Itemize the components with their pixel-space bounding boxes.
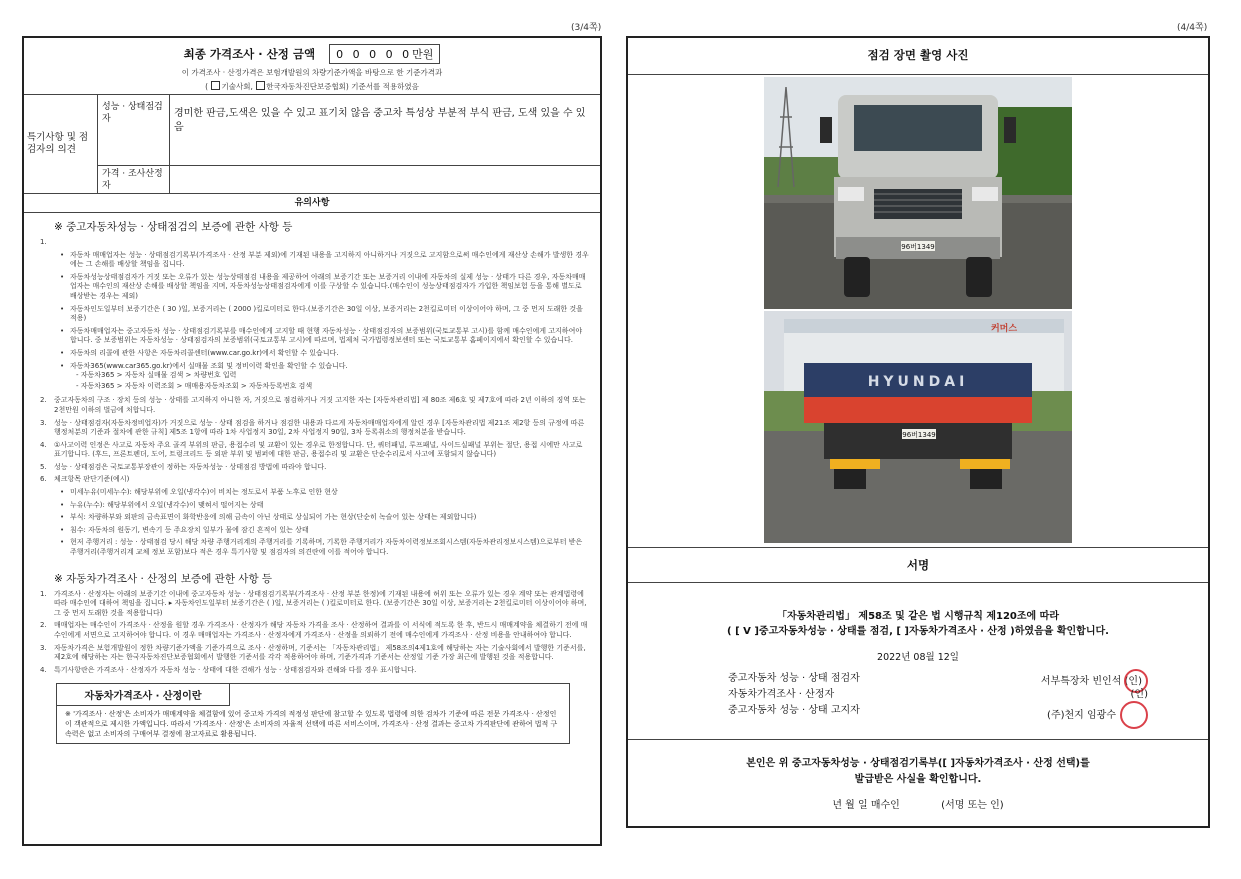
price-assessor-opinion[interactable] <box>170 166 600 193</box>
buyer-confirmation <box>628 740 1208 811</box>
opinion-table <box>24 95 600 194</box>
signature-row <box>728 685 1148 700</box>
left-page-number: (3/4쪽) <box>571 23 602 33</box>
rear-plate-text: 96버1349 <box>902 431 936 439</box>
opinion-label: 특기사항 및 점검자의 의견 <box>24 95 98 193</box>
list-item: 3. 자동차가격은 보험개발원이 정한 차량기준가액을 기준가격으로 조사 · 산정하며, 기준서는 「자동차관리법」 제58조의4제1호에 해당하는 자는 기술사회에서 발행한 기준서를, 제2호에 해당하는 자는 한국자동차진단보증협회에서 발행한 기준서를 각각 적용하여야 하며, 기준가격과 기준서는 산정일 기준 가장 최근에 발행된 것을 적용합니다. <box>40 643 586 662</box>
buyer-line-2: 발급받은 사실을 확인합니다. <box>854 774 982 785</box>
definition-text: ※ '가격조사 · 산정'은 소비자가 매매계약을 체결함에 있어 중고차 가격의 적정성 판단에 참고할 수 있도록 법령에 의한 검차가 기준에 따른 전문 가격조사 · 산정인이 객관적으로 제시한 가액입니다. 따라서 '가격조사 · 산정'은 소비자의 자율적 선택에 따른 서비스이며, 가격조사 · 산정 결과는 중고차 가격판단에 관하여 법적 구속력은 없고 소비자의 구매여부 결정에 참고자료로 활용됩니다. <box>65 710 558 739</box>
company-seal-icon <box>1120 701 1148 729</box>
definition-box <box>56 683 570 744</box>
signer-name: (주)천지 임광수 <box>1047 710 1116 721</box>
notice-title: 유의사항 <box>24 194 600 213</box>
building-sign: 커머스 <box>990 324 1018 334</box>
photo-section-title: 점검 장면 촬영 사진 <box>628 38 1208 75</box>
final-price-header: 최종 가격조사 · 산정 금액 0 0 0 0 0만원 이 가격조사 · 산정가격은 보험개발원의 차량기준가액을 바탕으로 한 기준가격과 ( 기술사회, 한국자동차진단보증협회) 기준서를 적용하였음 <box>24 38 600 95</box>
section2-title: ※ 자동차가격조사 · 산정의 보증에 관한 사항 등 <box>54 572 273 585</box>
left-page <box>22 36 602 846</box>
list-item: • 자동차인도일부터 보증기간은 ( 30 )일, 보증거리는 ( 2000 )킬로미터로 한다.(보증기간은 30일 이상, 보증거리는 2천킬로미터 이상이어야 하며, 그 중 먼저 도래한 것을 적용) <box>40 305 590 324</box>
list-item: 6. 체크항목 판단기준(예시) <box>40 475 130 484</box>
list-item: 1. 가격조사 · 산정자는 아래의 보증기간 이내에 중고자동차 성능 · 상태점검기록부(가격조사 · 산정 부분 한정)에 기재된 내용에 허위 또는 오류가 있는 경우 계약 또는 관계법령에 따라 매수인에 대하여 책임을 집니다. ▸ 자동차인도일부터 보증기간은 ( )일, 보증거리는 ( )킬로미터로 한다. (보증기간은 30일 이상, 보증거리는 2천킬로미터 이상이어야 하며, 그 중 먼저 도래한 것을 적용합니다) <box>40 589 587 617</box>
signature-block <box>628 583 1208 740</box>
list-item: • 자동차 매매업자는 성능 · 상태점검기록부(가격조사 · 산정 부분 제외)에 기재된 내용을 고지하지 아니하거나 거짓으로 고지함으로써 매수인에게 재산상 손해가 발생한 경우에는 그 손해를 배상할 책임을 집니다. <box>40 251 590 270</box>
final-price-title: 최종 가격조사 · 산정 금액 <box>183 47 316 61</box>
buyer-line-1: 본인은 위 중고자동차성능 · 상태점검기록부([ ]자동차가격조사 · 산정 선택)를 <box>746 758 1090 769</box>
list-item: • 자동차매매업자는 중고자동차 성능 · 상태점검기록부를 매수인에게 고지할 때 현행 자동차성능 · 상태점검자의 보증범위(국토교통부 고시)를 함께 매수인에게 고지하여야 합니다. 중 보증범위는 자동차성능 · 상태점검자의 보증범위(국토교통부 고시)에 따르며, 법제처 국가법령정보센터 또는 국토교통부 홈페이지에서 확인할 수 있습니다. <box>40 327 590 346</box>
signer-name: (인) <box>1130 689 1148 700</box>
section1-title: ※ 중고자동차성능 · 상태점검의 보증에 관한 사항 등 <box>54 221 293 233</box>
signer-role: 중고자동차 성능 · 상태 고지자 <box>728 705 860 716</box>
signature-date: 2022년 08월 12일 <box>877 652 959 663</box>
section1-list <box>24 238 600 558</box>
right-page <box>626 36 1210 828</box>
statement-line-1: 「자동차관리법」 제58조 및 같은 법 시행규칙 제120조에 따라 <box>776 611 1060 622</box>
list-item: • 현저 주행거리 : 성능 · 상태점검 당시 해당 차량 주행거리계의 주행거리를 기록하며, 기록한 주행거리가 자동차이력정보조회시스템(자동차관리정보시스템)으로부터 받은 주행거리(주행거리계 교체 정보 포함)보다 적은 경우 특기사항 및 점검자의 의견란에 이를 적어야 합니다. <box>40 538 590 557</box>
final-price-sub2b: 한국자동차진단보증협회) 기준서를 적용하였음 <box>266 82 419 91</box>
performance-inspector-label: 성능 · 상태점검자 <box>98 95 170 165</box>
list-item: 4. 특기사항란은 가격조사 · 산정자가 자동차 성능 · 상태에 대한 견해가 성능 · 상태점검자와 견해와 다를 경우 표시합니다. <box>40 665 417 674</box>
list-item: 2. 매매업자는 매수인이 가격조사 · 산정을 원할 경우 가격조사 · 산정자가 해당 자동차 가격을 조사 · 산정하여 결과를 이 서식에 적도록 한 후, 반드시 매매계약을 체결하기 전에 매수인에게 서면으로 고지하여야 합니다. 이 경우 매매업자는 가격조사 · 산정자에게 가격조사 · 산정을 의뢰하기 전에 매수인에게 가격조사 · 산정 비용을 안내하여야 합니다. <box>40 621 588 639</box>
list-item: 3. 성능 · 상태점검자(자동차정비업자)가 거짓으로 성능 · 상태 점검을 하거나 점검한 내용과 다르게 자동차매매업자에게 알린 경우 [자동차관리법 제21조 제2항 등의 규정에 따른 행정처분의 기준과 절차에 관한 규칙] 제5조 1항에 따라 1차 사업정지 30일, 2차 사업정지 90일, 3차 등록취소의 행정처분을 받습니다. <box>40 418 585 437</box>
list-subitem: - 자동차365 > 자동차 실매물 검색 > 차량번호 입력 <box>76 371 237 380</box>
final-price-unit: 만원 <box>412 48 434 61</box>
checkbox-technician[interactable] <box>211 81 220 90</box>
list-item: • 침수: 자동차의 원동기, 변속기 등 주요장치 일부가 물에 잠긴 흔적이 있는 상태 <box>40 526 590 536</box>
list-item: • 자동차의 리콜에 관한 사항은 자동차리콜센터(www.car.go.kr)에서 확인할 수 있습니다. <box>40 349 590 359</box>
list-item: 4. ①사고이력 인정은 사고로 자동차 주요 골격 부위의 판금, 용접수리 및 교환이 있는 경우로 한정합니다. 단, 쿼터패널, 루프패널, 사이드실패널 부위는 절단, 용접 시에만 사고로 표기합니다. (후드, 프론트펜더, 도어, 트렁크리드 등 외판 부위 및 범퍼에 대한 판금, 용접수리 및 교환은 단순수리로서 사고에 포함되지 않습니다) <box>40 440 583 459</box>
list-subitem: - 자동차365 > 자동차 이력조회 > 매매용자동차조회 > 자동차등록번호 검색 <box>76 381 313 390</box>
signer-role: 중고자동차 성능 · 상태 점검자 <box>728 673 860 684</box>
buyer-signature-field[interactable]: (서명 또는 인) <box>941 800 1004 811</box>
statement-line-2: ( [ V ]중고자동차성능 · 상태를 점검, [ ]자동차가격조사 · 산정 )하였음을 확인합니다. <box>727 626 1109 637</box>
list-item: 1. <box>40 238 47 246</box>
list-item: 2. 중고자동차의 구조 · 장치 등의 성능 · 상태를 고지하지 아니한 자, 거짓으로 점검하거나 거짓 고지한 자는 [자동차관리법] 제 80조 제6호 및 제7호에 따라 2년 이하의 징역 또는 2천만원 이하의 벌금에 처합니다. <box>40 396 586 414</box>
photo-section <box>628 75 1208 548</box>
signer-role: 자동차가격조사 · 산정자 <box>728 689 835 700</box>
truck-brand-text: HYUNDAI <box>867 374 969 390</box>
buyer-date: 년 월 일 매수인 <box>832 800 900 811</box>
checkbox-kadia[interactable] <box>256 81 265 90</box>
list-item: 5. 성능 · 상태점검은 국토교통부장관이 정하는 자동차성능 · 상태점검 방법에 따라야 합니다. <box>40 462 327 471</box>
truck-front-photo <box>764 77 1072 309</box>
front-plate-text: 96버1349 <box>901 243 935 251</box>
final-price-amount: 0 0 0 0 0만원 <box>329 44 440 64</box>
list-item: • 미세누유(미세누수): 해당부위에 오일(냉각수)이 비치는 정도로서 부품 노후로 인한 현상 <box>40 488 590 498</box>
signature-row <box>728 701 1148 729</box>
final-price-subtitle: 이 가격조사 · 산정가격은 보험개발원의 차량기준가액을 바탕으로 한 기준가격과 <box>181 68 443 77</box>
signer-name: 서부특장차 빈인석 (인) <box>1040 676 1142 687</box>
section2-list <box>24 590 600 676</box>
performance-inspector-opinion[interactable]: 경미한 판금,도색은 있을 수 있고 표기치 않음 중고차 특성상 부분적 부식 판금, 도색 있을 수 있음 <box>174 108 586 133</box>
right-page-number: (4/4쪽) <box>1177 23 1208 33</box>
list-item: • 자동차성능상태점검자가 거짓 또는 오류가 있는 성능상태점검 내용을 제공하여 아래의 보증기간 또는 보증거리 이내에 자동차의 실제 성능 · 상태가 다른 경우, 자동차매매업자는 매수인의 재산상 손해를 배상할 책임을 지며, 자동차성능상태점검자에게 이를 구상할 수 있습니다.(매수인이 성능상태점검자가 가입한 책임보험 등을 통해 별도로 배상받는 경우는 제외) <box>40 273 590 302</box>
definition-title: 자동차가격조사 · 산정이란 <box>57 684 230 706</box>
final-price-sub2a: 기술사회, <box>221 82 253 91</box>
list-item: • 자동차365(www.car365.go.kr)에서 실매물 조회 및 정비이력 확인을 확인할 수 있습니다. <box>40 362 590 372</box>
truck-rear-photo <box>764 311 1072 543</box>
signature-section-title: 서명 <box>628 548 1208 583</box>
list-item: • 부식: 차량하부와 외판의 금속표면이 화학반응에 의해 금속이 아닌 상태로 상실되어 가는 현상(단순히 녹슬어 있는 상태는 제외합니다) <box>40 513 590 523</box>
list-item: • 누유(누수): 해당부위에서 오일(냉각수)이 맺혀서 떨어지는 상태 <box>40 501 590 511</box>
price-assessor-label: 가격 · 조사산정자 <box>98 166 170 193</box>
